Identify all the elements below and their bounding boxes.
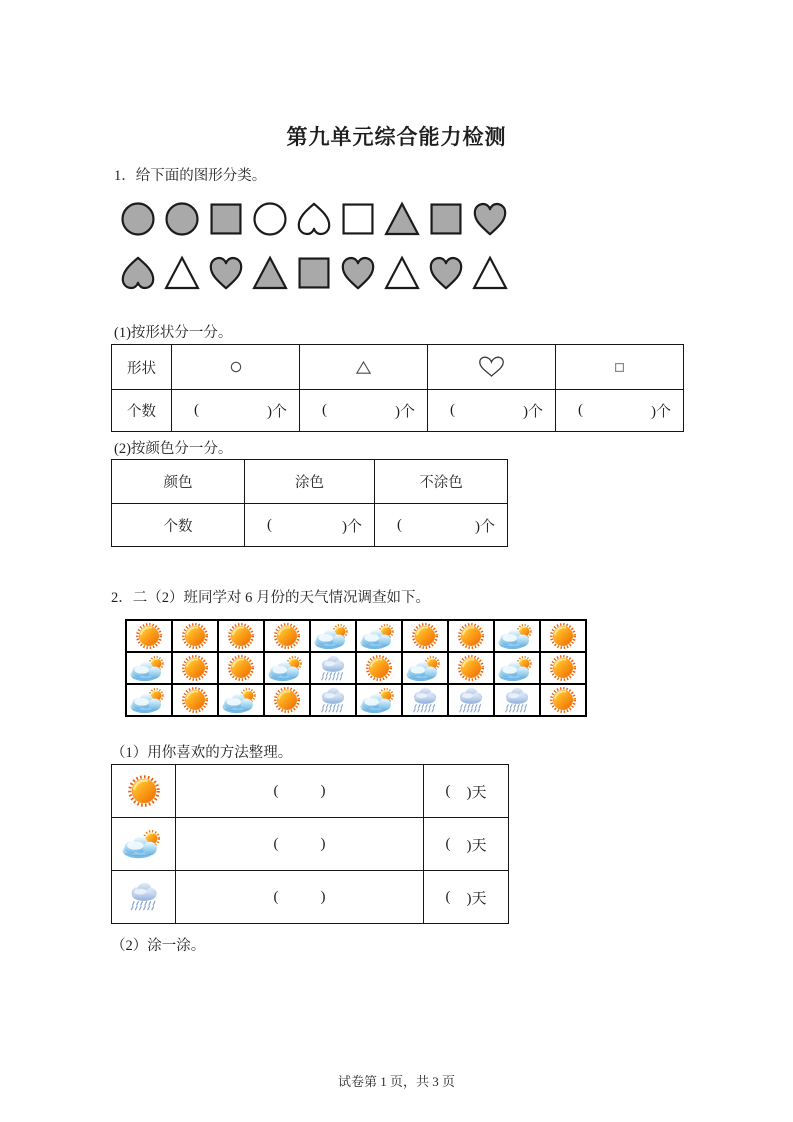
blank-close: ) [320,782,326,799]
weather-cell-sun [172,652,218,684]
weather-cell-sun [540,684,586,716]
weather-cell-sun [264,620,310,652]
count-blank-cell [375,504,508,547]
cloudy-icon [359,687,400,714]
sun-icon [273,622,301,650]
weather-cell-rain [112,871,176,924]
blank-close: )个 [523,404,543,420]
sun-icon [457,654,485,682]
weather-cell-sun [112,765,176,818]
sun-icon [549,654,577,682]
weather-grid-row [126,620,586,652]
weather-cell-cloudy [310,620,356,652]
cloudy-icon [267,655,308,682]
blank-close: )个 [342,518,362,535]
blank-close: )天 [466,837,487,854]
shape-symbol-cell [300,345,428,390]
table-row [112,460,508,504]
count-blank-cell [556,390,684,432]
sun-icon [181,654,209,682]
days-blank-cell [424,871,509,924]
cloudy-icon [497,655,538,682]
color-in-label: （2）涂一涂。 [111,938,206,954]
weather-cell-cloudy [218,684,264,716]
blank-close: )个 [651,404,671,420]
circle-icon [230,361,242,373]
square-icon [207,200,245,238]
heart-inverted-icon [119,254,157,292]
weather-cell-sun [402,620,448,652]
question-2-prompt: 2．二（2）班同学对 6 月份的天气情况调查如下。 [111,590,430,606]
sort-by-color-label: (2)按颜色分一分。 [114,441,233,457]
blank-close: )个 [267,404,287,420]
heart-icon [427,254,465,292]
circle-icon [251,200,289,238]
blank-close: )个 [395,404,415,420]
count-blank-cell [300,390,428,432]
weather-cell-cloudy [126,652,172,684]
blank-open: ( [194,402,199,418]
weather-cell-rain [494,684,540,716]
count-row-header: 个数 [112,504,245,547]
weather-cell-sun [218,652,264,684]
weather-cell-sun [448,652,494,684]
shape-symbol-cell [428,345,556,390]
triangle-icon [383,254,421,292]
heart-inverted-icon [295,200,333,238]
weather-cell-rain [448,684,494,716]
weather-cell-cloudy [126,684,172,716]
shape-symbol-cell [556,345,684,390]
rain-icon [318,655,348,682]
sun-icon [181,686,209,714]
cloudy-icon [405,655,446,682]
sun-icon [135,622,163,650]
shape-symbol-cell [172,345,300,390]
weather-grid-row [126,652,586,684]
cloudy-icon [129,655,170,682]
heart-icon [207,254,245,292]
blank-close: ) [320,835,326,852]
page-footer: 试卷第 1 页，共 3 页 [337,1074,455,1089]
heart-icon [478,356,505,378]
sort-by-shape-label: (1)按形状分一分。 [114,325,233,341]
tally-blank-cell [176,818,424,871]
circle-icon [119,200,157,238]
triangle-icon [251,254,289,292]
heart-icon [471,200,509,238]
blank-open: ( [445,835,451,852]
uncolored-header-cell: 不涂色 [375,460,508,504]
rain-icon [127,882,161,912]
shape-row-header: 形状 [112,345,172,390]
count-blank-cell [172,390,300,432]
colored-header-cell: 涂色 [245,460,375,504]
cloudy-icon [121,829,167,859]
square-icon [427,200,465,238]
cloudy-icon [221,687,262,714]
weather-cell-cloudy [112,818,176,871]
weather-cell-cloudy [264,652,310,684]
weather-cell-sun [126,620,172,652]
triangle-icon [163,254,201,292]
weather-cell-sun [264,684,310,716]
blank-open: ( [273,782,279,799]
organize-label: （1）用你喜欢的方法整理。 [111,745,293,761]
weather-cell-cloudy [356,684,402,716]
triangle-icon [471,254,509,292]
rain-icon [502,687,532,714]
weather-cell-cloudy [494,652,540,684]
tally-blank-cell [176,765,424,818]
triangle-icon [356,361,371,374]
weather-cell-cloudy [356,620,402,652]
sun-icon [181,622,209,650]
tally-row [112,765,509,818]
tally-row [112,871,509,924]
page-title: 第九单元综合能力检测 [286,125,507,149]
weather-cell-sun [172,620,218,652]
weather-cell-rain [310,684,356,716]
question-1-prompt: 1．给下面的图形分类。 [114,168,267,184]
weather-cell-rain [402,684,448,716]
count-row-header: 个数 [112,390,172,432]
rain-icon [318,687,348,714]
count-blank-cell [245,504,375,547]
cloudy-icon [359,623,400,650]
weather-cell-sun [218,620,264,652]
blank-open: ( [445,782,451,799]
sun-icon [365,654,393,682]
square-icon [614,362,625,373]
table-row [112,345,684,390]
square-icon [295,254,333,292]
weather-cell-sun [448,620,494,652]
blank-open: ( [273,888,279,905]
shape-count-table [111,344,684,432]
table-row [112,390,684,432]
weather-cell-rain [310,652,356,684]
tally-row [112,818,509,871]
sun-icon [549,622,577,650]
cloudy-icon [497,623,538,650]
weather-cell-cloudy [402,652,448,684]
color-count-table [111,459,508,547]
count-blank-cell [428,390,556,432]
sun-icon [273,686,301,714]
color-row-header: 颜色 [112,460,245,504]
sun-icon [411,622,439,650]
circle-icon [163,200,201,238]
square-icon [339,200,377,238]
sun-icon [227,654,255,682]
shape-row-2 [119,254,509,292]
triangle-icon [383,200,421,238]
sun-icon [227,622,255,650]
blank-open: ( [267,516,272,533]
blank-open: ( [445,888,451,905]
table-row [112,504,508,547]
weather-grid-table [125,619,587,717]
weather-cell-cloudy [494,620,540,652]
weather-cell-sun [172,684,218,716]
tally-blank-cell [176,871,424,924]
shape-row-1 [119,200,509,238]
blank-open: ( [450,402,455,418]
rain-icon [410,687,440,714]
heart-icon [339,254,377,292]
blank-open: ( [273,835,279,852]
cloudy-icon [129,687,170,714]
days-blank-cell [424,818,509,871]
blank-open: ( [397,516,402,533]
sun-icon [549,686,577,714]
blank-open: ( [322,402,327,418]
weather-grid-row [126,684,586,716]
blank-close: )天 [466,890,487,907]
weather-cell-sun [540,620,586,652]
weather-cell-sun [356,652,402,684]
weather-tally-table [111,764,509,924]
rain-icon [456,687,486,714]
weather-cell-sun [540,652,586,684]
blank-close: ) [320,888,326,905]
sun-icon [457,622,485,650]
blank-close: )个 [475,518,495,535]
cloudy-icon [313,623,354,650]
blank-close: )天 [466,784,487,801]
days-blank-cell [424,765,509,818]
sun-icon [127,774,161,808]
blank-open: ( [578,402,583,418]
